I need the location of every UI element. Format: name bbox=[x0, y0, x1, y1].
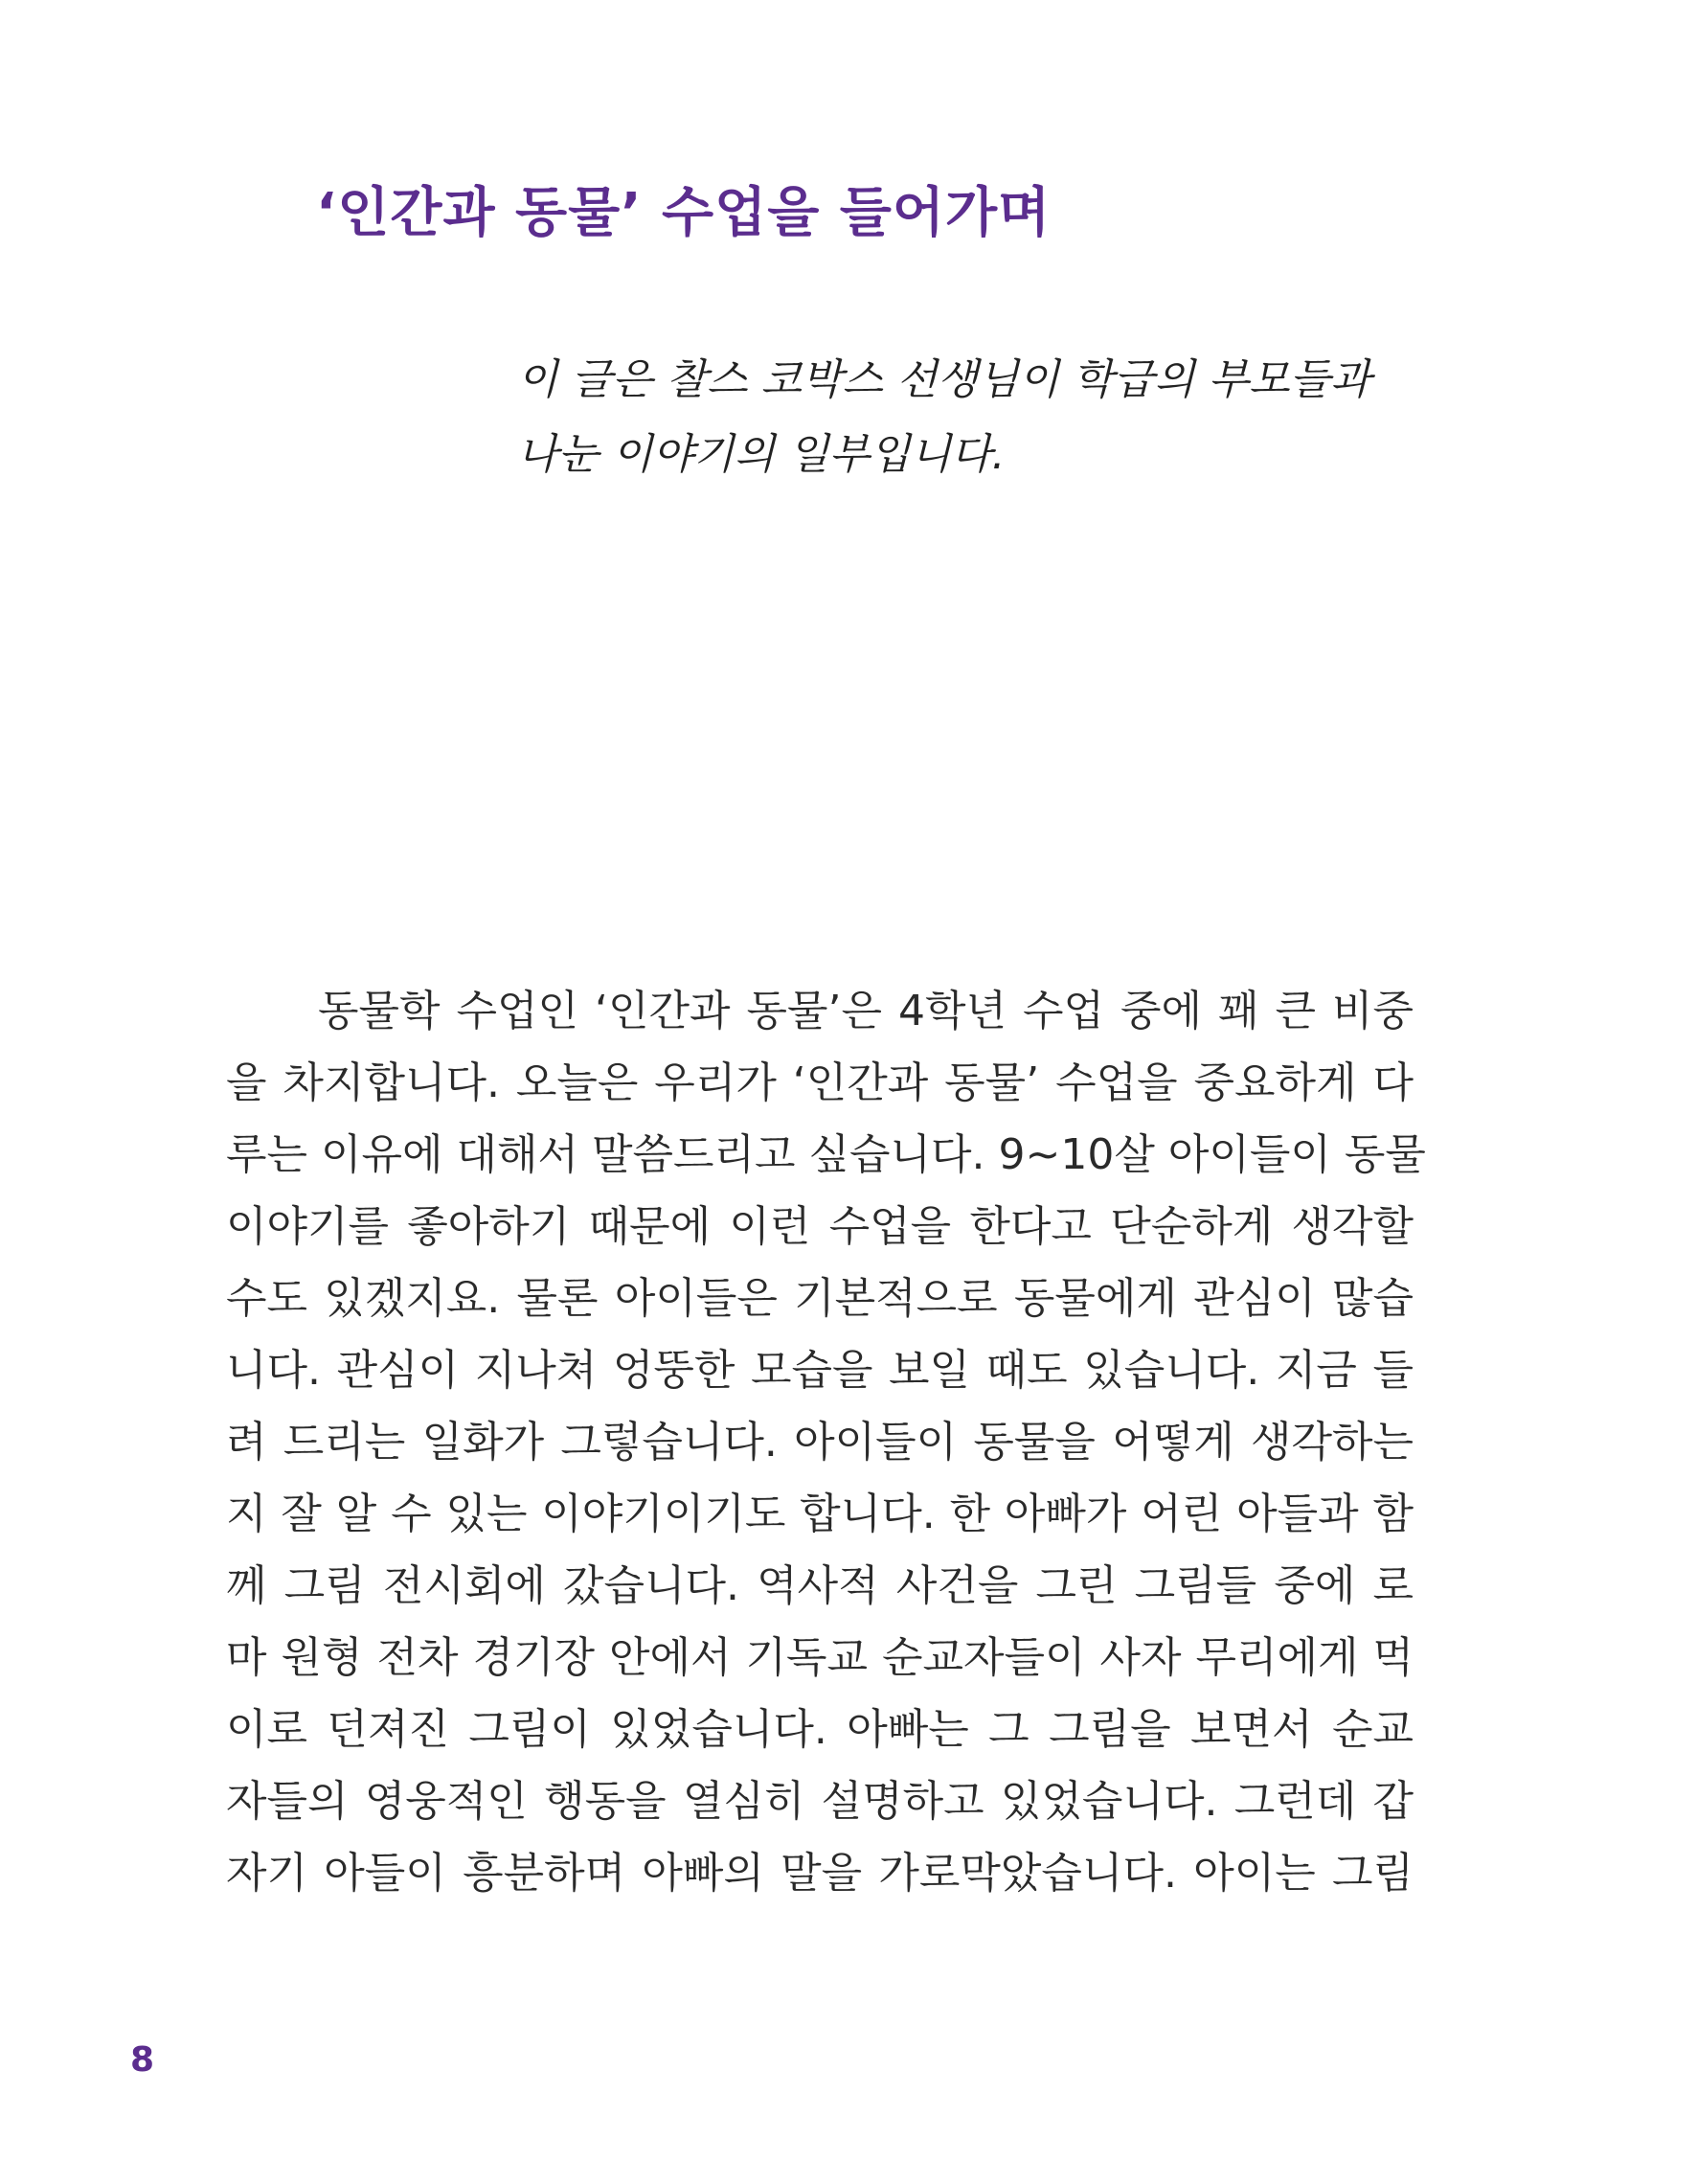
body-line: 마 원형 전차 경기장 안에서 기독교 순교자들이 사자 무리에게 먹 bbox=[226, 1633, 1414, 1682]
body-line: 이로 던져진 그림이 있었습니다. 아빠는 그 그림을 보면서 순교 bbox=[226, 1705, 1414, 1754]
body-line: 려 드리는 일화가 그렇습니다. 아이들이 동물을 어떻게 생각하는 bbox=[226, 1418, 1414, 1467]
body-line: 동물학 수업인 ‘인간과 동물’은 4학년 수업 중에 꽤 큰 비중 bbox=[318, 987, 1414, 1035]
intro-note bbox=[517, 343, 1475, 492]
body-paragraph bbox=[226, 975, 1426, 1909]
body-line: 자들의 영웅적인 행동을 열심히 설명하고 있었습니다. 그런데 갑 bbox=[226, 1777, 1414, 1826]
body-line: 지 잘 알 수 있는 이야기이기도 합니다. 한 아빠가 어린 아들과 함 bbox=[226, 1490, 1414, 1538]
body-line: 을 차지합니다. 오늘은 우리가 ‘인간과 동물’ 수업을 중요하게 다 bbox=[226, 1058, 1414, 1107]
body-line: 수도 있겠지요. 물론 아이들은 기본적으로 동물에게 관심이 많습 bbox=[226, 1274, 1414, 1323]
body-line: 자기 아들이 흥분하며 아빠의 말을 가로막았습니다. 아이는 그림 bbox=[226, 1849, 1414, 1898]
body-line: 께 그림 전시회에 갔습니다. 역사적 사건을 그린 그림들 중에 로 bbox=[226, 1561, 1414, 1610]
body-line: 니다. 관심이 지나쳐 엉뚱한 모습을 보일 때도 있습니다. 지금 들 bbox=[226, 1346, 1414, 1395]
body-line: 루는 이유에 대해서 말씀드리고 싶습니다. 9~10살 아이들이 동물 bbox=[226, 1130, 1426, 1179]
chapter-title: ‘인간과 동물’ 수업을 들어가며 bbox=[316, 182, 1052, 244]
intro-note-line: 이 글은 찰스 코박스 선생님이 학급의 부모들과 bbox=[517, 355, 1371, 404]
page-number: 8 bbox=[130, 2040, 155, 2080]
intro-note-line: 나눈 이야기의 일부입니다. bbox=[517, 430, 1006, 479]
body-line: 이야기를 좋아하기 때문에 이런 수업을 한다고 단순하게 생각할 bbox=[226, 1202, 1414, 1251]
